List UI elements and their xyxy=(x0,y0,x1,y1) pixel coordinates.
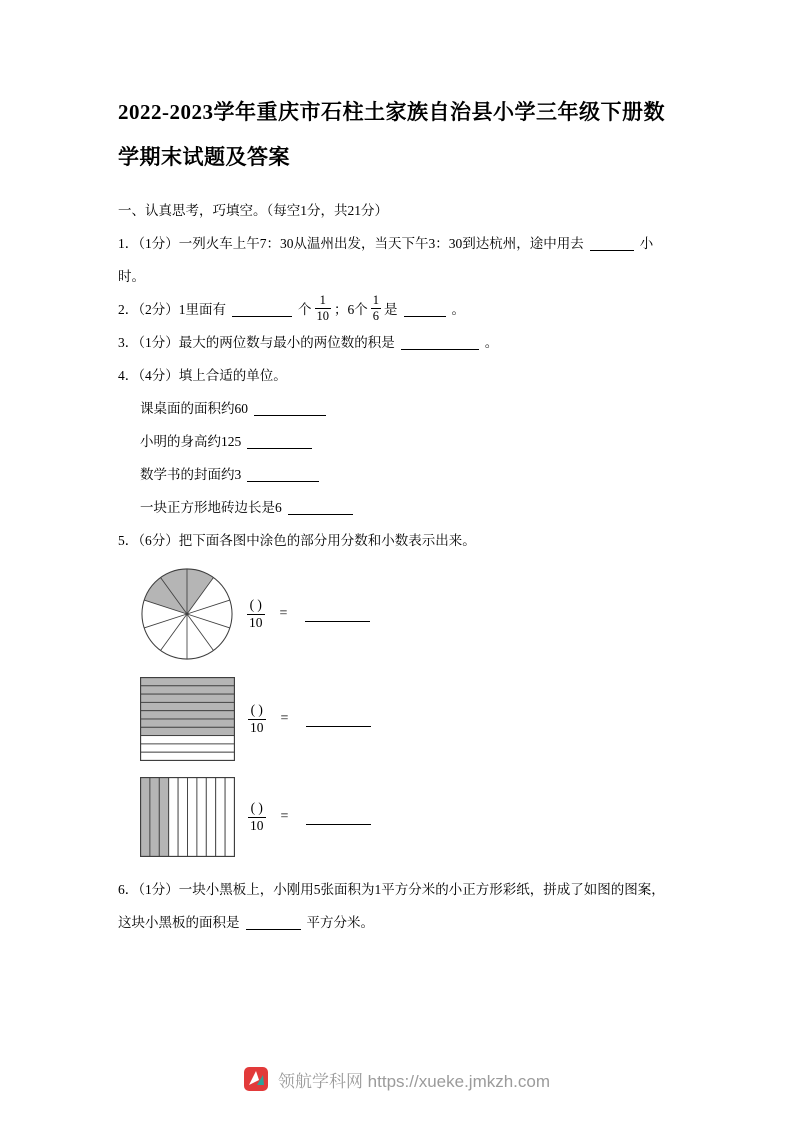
question-4-item-2 xyxy=(140,425,676,458)
question-2-text-4: 是 xyxy=(384,302,398,317)
equals-sign: = xyxy=(280,711,289,727)
title-line-1: 2022-2023学年重庆市石柱土家族自治县小学三年级下册数 xyxy=(118,100,665,124)
answer-blank xyxy=(254,401,326,416)
answer-blank xyxy=(288,500,353,515)
title-line-2: 学期末试题及答案 xyxy=(118,145,290,169)
fraction-denominator: 6 xyxy=(372,309,379,324)
question-6-text: 6．（1分）一块小黑板上，小刚用5张面积为1平方分米的小正方形彩纸，拼成了如图的图案，这块小黑板的面积是 xyxy=(118,882,665,931)
answer-blank xyxy=(247,434,312,449)
fraction-denominator: 10 xyxy=(250,817,264,833)
fraction-denominator: 10 xyxy=(250,719,264,735)
fraction-denominator: 10 xyxy=(316,309,329,324)
fraction-numerator: 1 xyxy=(371,294,381,310)
question-5-stem: 5．（6分）把下面各图中涂色的部分用分数和小数表示出来。 xyxy=(118,533,476,549)
horizontal-strips-figure-row xyxy=(140,677,676,761)
fraction-numerator: ( ) xyxy=(248,703,266,720)
question-4-item-3-text: 数学书的封面约3 xyxy=(140,467,242,483)
page-title xyxy=(118,90,676,180)
question-3-text: 3．（1分）最大的两位数与最小的两位数的积是 xyxy=(118,335,395,351)
question-2-text-2: 个 xyxy=(298,302,312,317)
fraction-numerator: ( ) xyxy=(247,598,265,615)
vertical-strips-fraction-figure xyxy=(140,777,235,857)
question-4-item-2-text: 小明的身高约125 xyxy=(140,434,242,450)
blank-over-ten-fraction xyxy=(248,801,266,834)
question-4-item-4-text: 一块正方形地砖边长是6 xyxy=(140,500,282,516)
question-4-stem: 4．（4分）填上合适的单位。 xyxy=(118,368,287,384)
answer-blank xyxy=(246,915,301,930)
site-logo-icon xyxy=(243,1066,269,1092)
site-footer xyxy=(0,1066,793,1092)
question-2-text-5: 。 xyxy=(451,302,465,317)
vertical-strips-figure-row xyxy=(140,777,676,857)
circle-figure-row xyxy=(140,567,676,661)
fraction-numerator: ( ) xyxy=(248,801,266,818)
question-4-item-1 xyxy=(140,392,676,425)
question-1 xyxy=(118,227,676,293)
fraction-denominator: 10 xyxy=(249,614,263,630)
equals-sign: = xyxy=(279,606,288,622)
question-1-text-after: 小时。 xyxy=(118,236,654,284)
blank-over-ten-fraction xyxy=(247,598,265,631)
answer-blank xyxy=(247,467,319,482)
question-2-text-3: ；6个 xyxy=(334,302,368,317)
footer-site-link[interactable]: 领航学科网 https://xueke.jmkzh.com xyxy=(277,1071,551,1091)
question-2-text-1: 2．（2分）1里面有 xyxy=(118,302,226,317)
question-5-figures xyxy=(118,567,676,857)
question-4-item-1-text: 课桌面的面积约60 xyxy=(140,401,248,417)
horizontal-strips-fraction-figure xyxy=(140,677,235,761)
answer-blank xyxy=(590,236,634,251)
question-3-text-after: 。 xyxy=(484,335,499,351)
question-6 xyxy=(118,873,676,939)
answer-blank xyxy=(401,335,479,350)
section-heading: 一、认真思考，巧填空。（每空1分，共21分） xyxy=(118,203,388,218)
answer-blank xyxy=(404,302,446,317)
fraction-numerator: 1 xyxy=(315,294,332,310)
question-4-item-4 xyxy=(140,491,676,524)
question-1-text: 1．（1分）一列火车上午7：30从温州出发，当天下午3：30到达杭州，途中用去 xyxy=(118,236,584,251)
fraction-one-tenth xyxy=(315,294,332,325)
equals-sign: = xyxy=(280,809,289,825)
blank-over-ten-fraction xyxy=(248,703,266,736)
answer-blank xyxy=(306,712,371,727)
question-2 xyxy=(118,293,676,326)
answer-blank xyxy=(305,607,370,622)
fraction-one-sixth xyxy=(371,294,381,325)
answer-blank xyxy=(232,302,292,317)
question-6-text-after: 平方分米。 xyxy=(306,915,374,931)
circle-fraction-figure xyxy=(140,567,234,661)
question-4-item-3 xyxy=(140,458,676,491)
answer-blank xyxy=(306,810,371,825)
question-3 xyxy=(118,326,676,359)
